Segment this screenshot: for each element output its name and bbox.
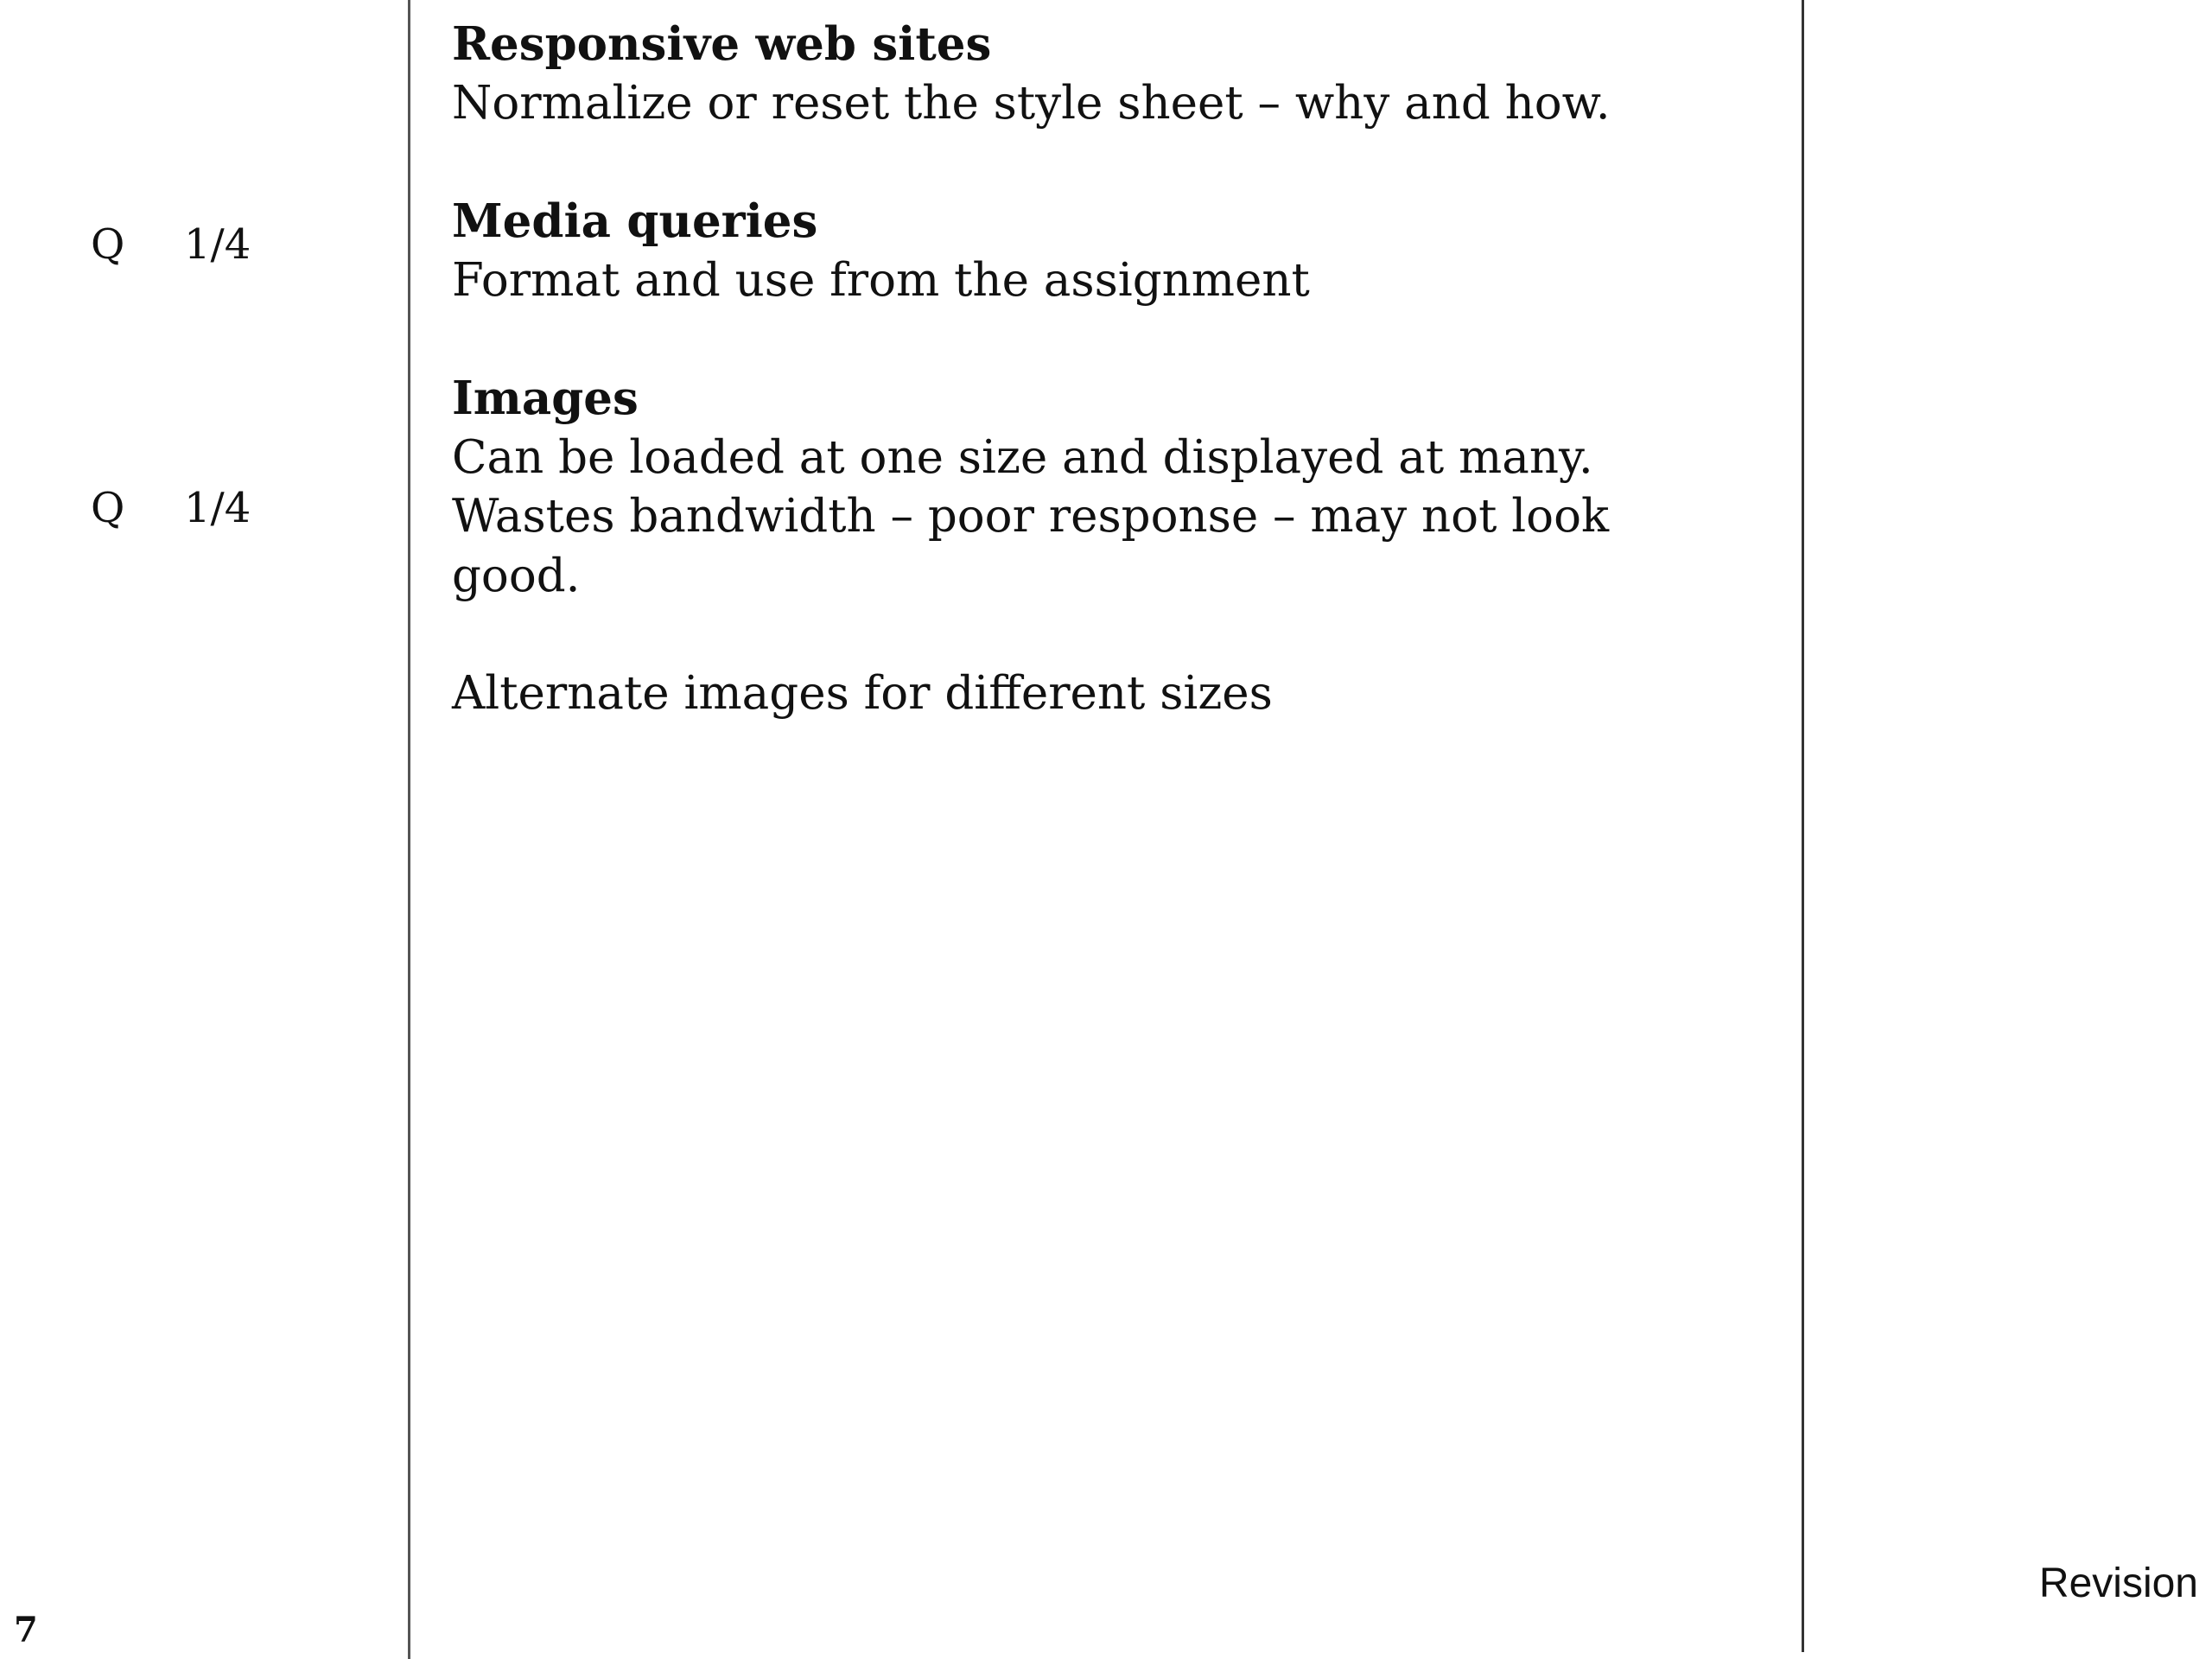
question-label: Q <box>91 220 125 269</box>
question-weight: 1/4 <box>184 220 251 269</box>
section-line: good. <box>452 549 581 602</box>
section-responsive-web-sites <box>452 15 1783 133</box>
question-mark-2 <box>91 482 251 534</box>
section-line: Wastes bandwidth – poor response – may not look <box>452 490 1610 543</box>
revision-label: Revision <box>2038 1560 2198 1606</box>
section-heading: Responsive web sites <box>452 17 992 71</box>
section-line: Can be loaded at one size and displayed at many. <box>452 430 1593 484</box>
section-media-queries <box>452 192 1783 310</box>
section-line: Format and use from the assignment <box>452 253 1310 307</box>
right-margin-rule <box>1802 0 1804 1652</box>
section-alternate-images <box>452 664 1783 724</box>
section-images <box>452 369 1783 606</box>
question-label: Q <box>91 484 125 532</box>
section-line: Normalize or reset the style sheet – why and how. <box>452 76 1611 130</box>
left-margin-rule <box>408 0 410 1659</box>
section-heading: Media queries <box>452 194 818 248</box>
notes-content <box>452 15 1783 783</box>
page-number: 7 <box>14 1610 38 1650</box>
section-line: Alternate images for different sizes <box>452 667 1273 720</box>
section-heading: Images <box>452 372 639 425</box>
question-mark-1 <box>91 219 251 270</box>
question-weight: 1/4 <box>184 484 251 532</box>
